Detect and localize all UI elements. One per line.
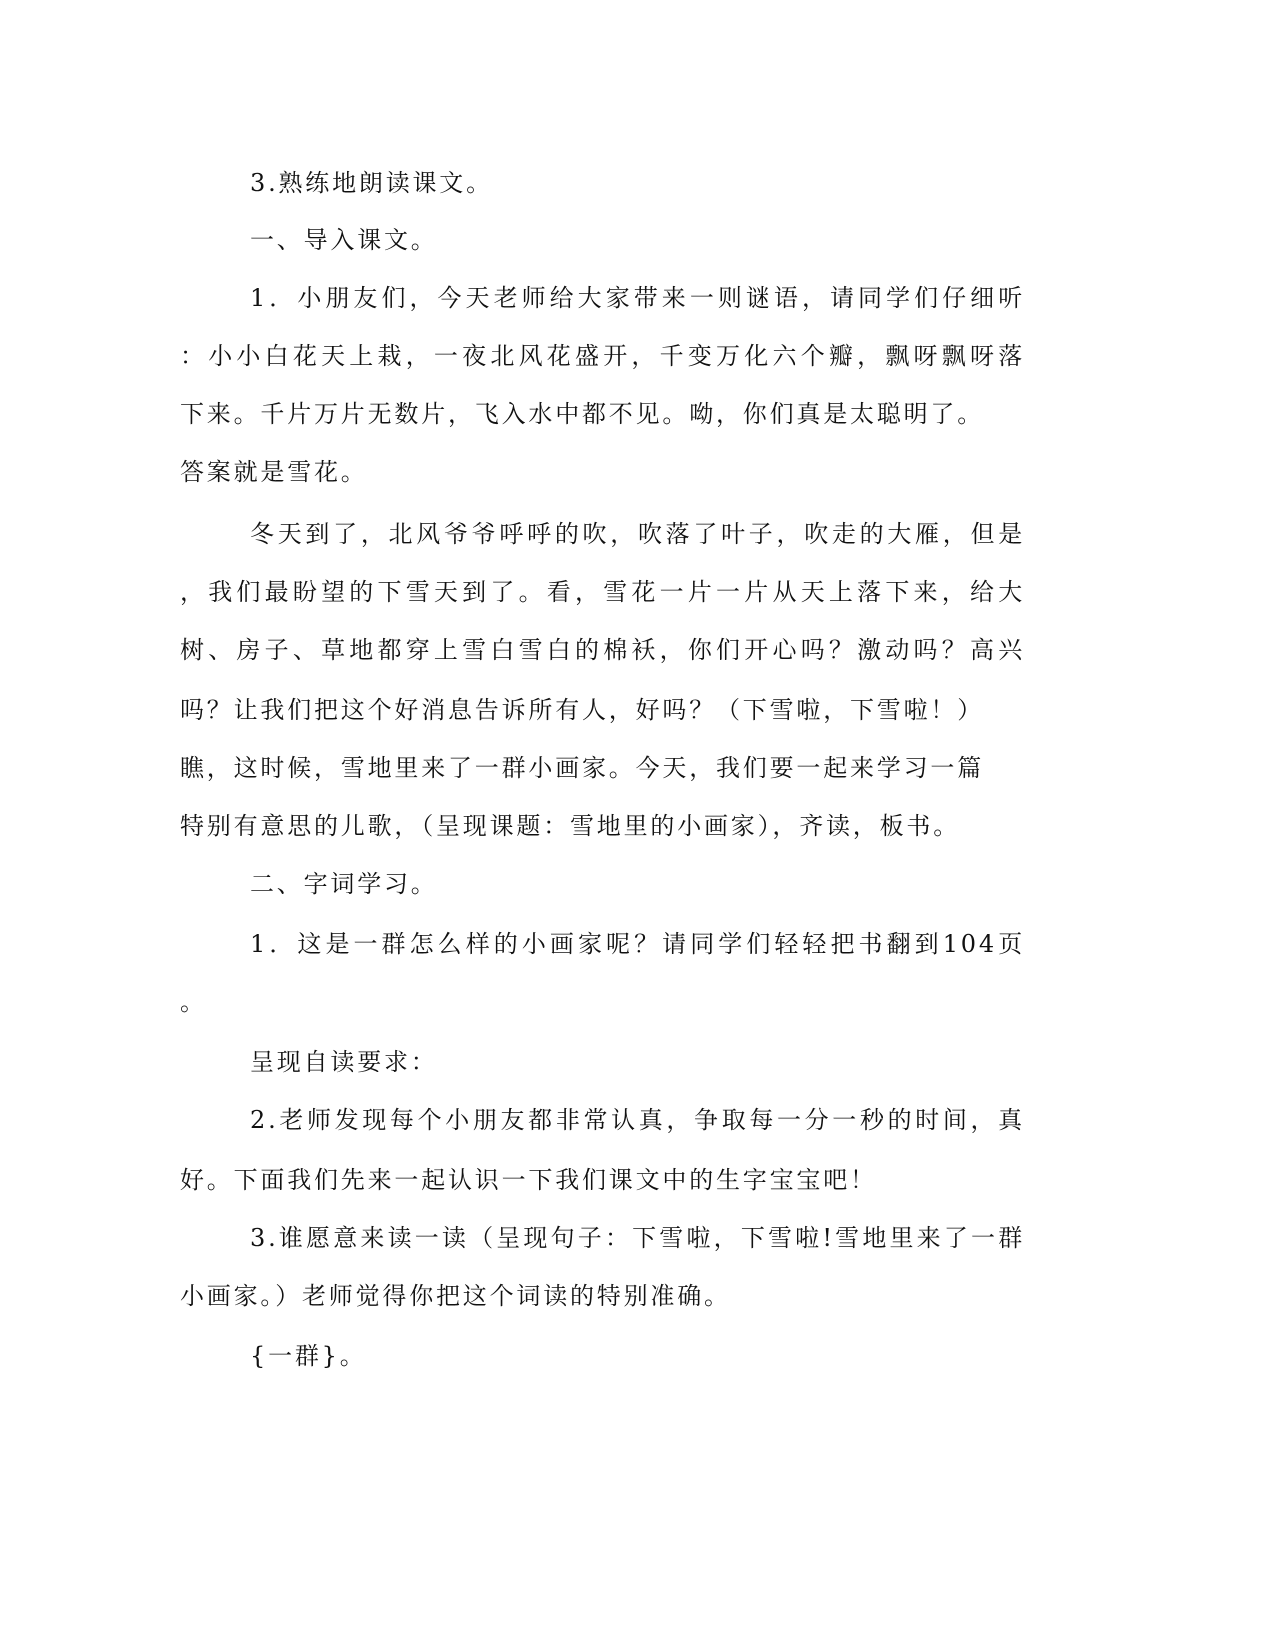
text-line: 吗？让我们把这个好消息告诉所有人，好吗？（下雪啦，下雪啦！） <box>180 696 984 724</box>
text-line: 一、导入课文。 <box>250 226 438 254</box>
text-line: 答案就是雪花。 <box>180 458 368 486</box>
text-line: 冬天到了，北风爷爷呼呼的吹，吹落了叶子，吹走的大雁，但是 <box>250 520 1025 548</box>
text-line: 1．小朋友们，今天老师给大家带来一则谜语，请同学们仔细听 <box>250 284 1025 312</box>
text-line: 。 <box>180 988 207 1016</box>
text-line: 呈现自读要求： <box>250 1048 438 1076</box>
text-line: 瞧，这时候，雪地里来了一群小画家。今天，我们要一起来学习一篇 <box>180 754 984 782</box>
text-line: 3.熟练地朗读课文。 <box>250 169 493 197</box>
text-line: ：小小白花天上栽，一夜北风花盛开，千变万化六个瓣，飘呀飘呀落 <box>180 342 1025 370</box>
text-line: 1．这是一群怎么样的小画家呢？请同学们轻轻把书翻到104页 <box>250 930 1025 958</box>
text-line: 小画家。）老师觉得你把这个词读的特别准确。 <box>180 1282 731 1310</box>
text-line: 好。下面我们先来一起认识一下我们课文中的生字宝宝吧！ <box>180 1166 877 1194</box>
text-line: 2.老师发现每个小朋友都非常认真，争取每一分一秒的时间，真 <box>250 1106 1025 1134</box>
text-line: 二、字词学习。 <box>250 870 438 898</box>
text-line: 树、房子、草地都穿上雪白雪白的棉袄，你们开心吗？激动吗？高兴 <box>180 636 1025 664</box>
text-line: {一群}。 <box>250 1342 367 1370</box>
text-line: ，我们最盼望的下雪天到了。看，雪花一片一片从天上落下来，给大 <box>180 578 1025 606</box>
text-line: 3.谁愿意来读一读（呈现句子：下雪啦，下雪啦!雪地里来了一群 <box>250 1224 1025 1252</box>
text-line: 下来。千片万片无数片，飞入水中都不见。呦，你们真是太聪明了。 <box>180 400 984 428</box>
text-line: 特别有意思的儿歌，（呈现课题：雪地里的小画家），齐读，板书。 <box>180 812 960 840</box>
